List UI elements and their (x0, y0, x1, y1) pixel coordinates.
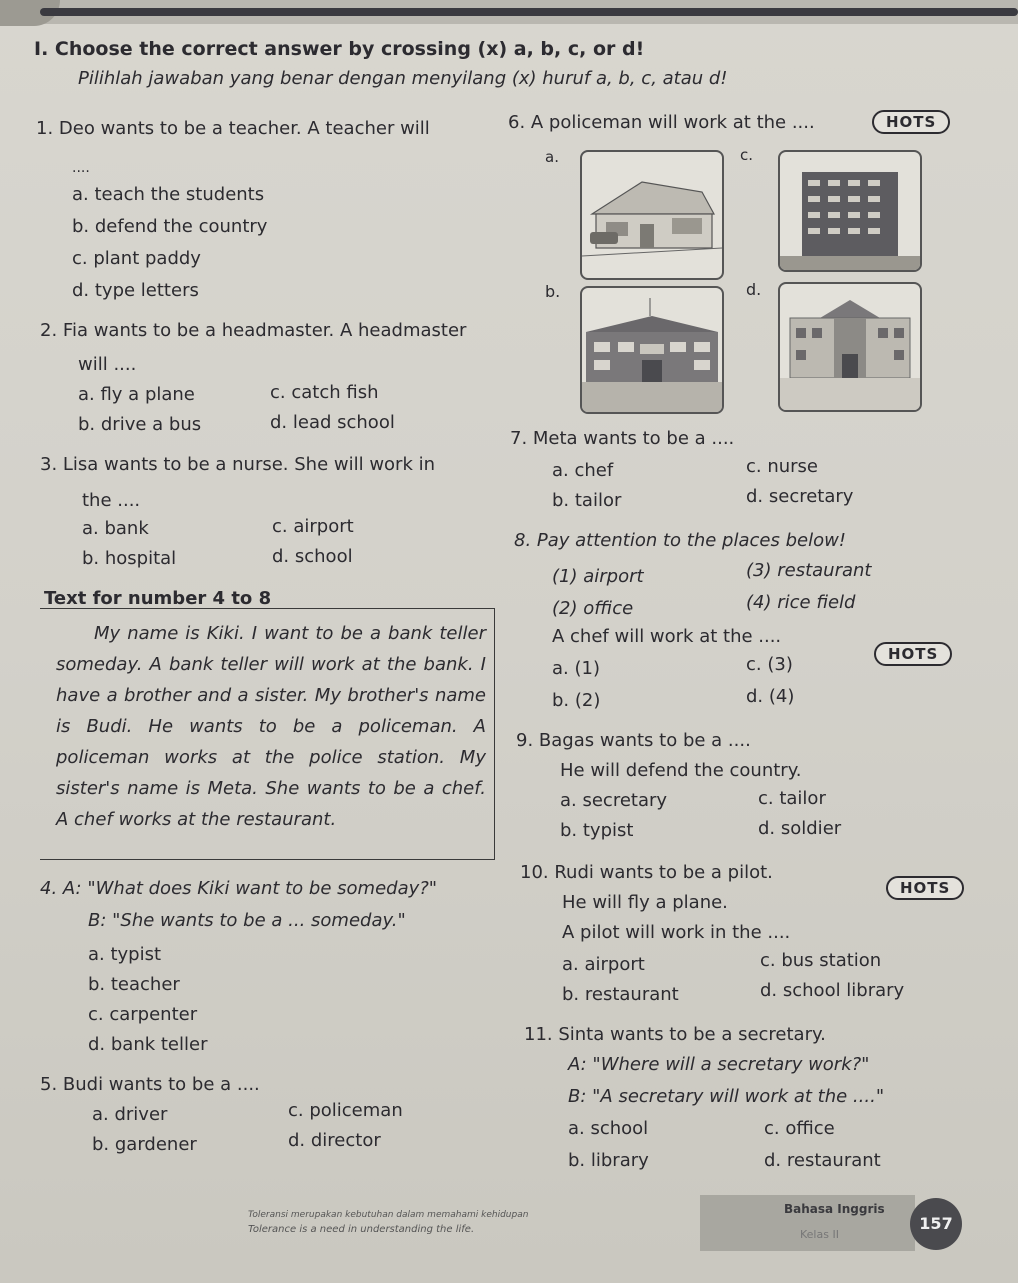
footer-motto-english: Tolerance is a need in understanding the life. (248, 1224, 475, 1235)
q8-place-4: (4) rice field (746, 592, 856, 613)
q3-option-b[interactable]: b. hospital (82, 548, 177, 569)
q3-stem-continued: the .... (82, 490, 141, 511)
q8-stem-continued: A chef will work at the .... (552, 626, 782, 647)
q6-picture-b[interactable] (580, 286, 724, 414)
q6-option-a-label[interactable]: a. (545, 148, 559, 166)
q1-option-a[interactable]: a. teach the students (72, 184, 265, 205)
q1-stem: 1. Deo wants to be a teacher. A teacher will (36, 118, 430, 139)
q1-option-c[interactable]: c. plant paddy (72, 248, 201, 269)
footer-subject: Bahasa Inggris (784, 1202, 885, 1216)
q10-option-a[interactable]: a. airport (562, 954, 645, 975)
q6-option-c-label[interactable]: c. (740, 146, 754, 164)
q2-stem: 2. Fia wants to be a headmaster. A headmaster (40, 320, 467, 341)
q9-option-c[interactable]: c. tailor (758, 788, 826, 809)
q3-option-c[interactable]: c. airport (272, 516, 354, 537)
q2-stem-continued: will .... (78, 354, 137, 375)
house-illustration (582, 152, 722, 278)
q5-option-a[interactable]: a. driver (92, 1104, 168, 1125)
q5-stem: 5. Budi wants to be a .... (40, 1074, 260, 1095)
q1-option-b[interactable]: b. defend the country (72, 216, 268, 237)
q5-option-d[interactable]: d. director (288, 1130, 381, 1151)
q10-stem: 10. Rudi wants to be a pilot. (520, 862, 773, 883)
q7-option-d[interactable]: d. secretary (746, 486, 854, 507)
q8-stem: 8. Pay attention to the places below! (514, 530, 847, 551)
q11-option-a[interactable]: a. school (568, 1118, 649, 1139)
q4-stem: 4. A: "What does Kiki want to be someday?" (40, 878, 438, 899)
q4-stem-continued: B: "She wants to be a ... someday." (88, 910, 406, 931)
q4-option-b[interactable]: b. teacher (88, 974, 180, 995)
q11-option-c[interactable]: c. office (764, 1118, 835, 1139)
q7-option-b[interactable]: b. tailor (552, 490, 622, 511)
q10-stem-question: A pilot will work in the .... (562, 922, 791, 943)
page-number: 157 (910, 1198, 962, 1250)
q5-option-b[interactable]: b. gardener (92, 1134, 197, 1155)
q2-option-b[interactable]: b. drive a bus (78, 414, 202, 435)
q11-option-d[interactable]: d. restaurant (764, 1150, 881, 1171)
q11-dialog-b: B: "A secretary will work at the ...." (568, 1086, 885, 1107)
q4-option-d[interactable]: d. bank teller (88, 1034, 208, 1055)
q9-stem: 9. Bagas wants to be a .... (516, 730, 751, 751)
reading-text: My name is Kiki. I want to be a bank teller someday. A bank teller will work at the bank. I have a brother and a sister. My brother's name is Budi. He wants to be a policeman. A policeman works at the police station. My sister's name is Meta. She wants to be a chef. A chef works at the restaurant. (56, 623, 486, 830)
q9-option-d[interactable]: d. soldier (758, 818, 842, 839)
q9-stem-continued: He will defend the country. (560, 760, 802, 781)
footer-grade: Kelas II (800, 1228, 839, 1241)
q8-place-3: (3) restaurant (746, 560, 872, 581)
building-illustration (780, 284, 920, 410)
q8-place-2: (2) office (552, 598, 634, 619)
q11-option-b[interactable]: b. library (568, 1150, 649, 1171)
q1-stem-continued: .... (72, 160, 90, 176)
q2-option-c[interactable]: c. catch fish (270, 382, 379, 403)
section-subtitle: Pilihlah jawaban yang benar dengan menyilang (x) huruf a, b, c, atau d! (78, 68, 728, 89)
q6-picture-d[interactable] (778, 282, 922, 412)
q2-option-d[interactable]: d. lead school (270, 412, 395, 433)
q8-option-a[interactable]: a. (1) (552, 658, 600, 679)
q8-place-1: (1) airport (552, 566, 644, 587)
police-station-illustration (582, 288, 722, 412)
q6-picture-c[interactable] (778, 150, 922, 272)
q2-option-a[interactable]: a. fly a plane (78, 384, 195, 405)
q4-option-a[interactable]: a. typist (88, 944, 162, 965)
text-title: Text for number 4 to 8 (44, 588, 272, 609)
q6-option-d-label[interactable]: d. (746, 280, 762, 299)
q10-option-d[interactable]: d. school library (760, 980, 905, 1001)
q9-option-b[interactable]: b. typist (560, 820, 634, 841)
hots-badge-q8: HOTS (874, 642, 952, 666)
q10-option-c[interactable]: c. bus station (760, 950, 882, 971)
q6-option-b-label[interactable]: b. (545, 282, 561, 301)
q5-option-c[interactable]: c. policeman (288, 1100, 403, 1121)
q11-dialog-a: A: "Where will a secretary work?" (568, 1054, 870, 1075)
hots-badge-q10: HOTS (886, 876, 964, 900)
q7-option-a[interactable]: a. chef (552, 460, 614, 481)
footer-motto-indonesian: Toleransi merupakan kebutuhan dalam memahami kehidupan (248, 1210, 529, 1220)
q3-option-a[interactable]: a. bank (82, 518, 149, 539)
q7-option-c[interactable]: c. nurse (746, 456, 819, 477)
q11-stem: 11. Sinta wants to be a secretary. (524, 1024, 826, 1045)
hots-badge-q6: HOTS (872, 110, 950, 134)
top-border (0, 0, 1018, 24)
q3-option-d[interactable]: d. school (272, 546, 353, 567)
q4-option-c[interactable]: c. carpenter (88, 1004, 198, 1025)
office-building-illustration (780, 152, 920, 270)
q10-option-b[interactable]: b. restaurant (562, 984, 679, 1005)
q3-stem: 3. Lisa wants to be a nurse. She will work in (40, 454, 436, 475)
q8-option-c[interactable]: c. (3) (746, 654, 793, 675)
q8-option-d[interactable]: d. (4) (746, 686, 795, 707)
q6-stem: 6. A policeman will work at the .... (508, 112, 815, 133)
q9-option-a[interactable]: a. secretary (560, 790, 668, 811)
section-title: I. Choose the correct answer by crossing (x) a, b, c, or d! (34, 38, 645, 60)
q10-stem-continued: He will fly a plane. (562, 892, 728, 913)
q7-stem: 7. Meta wants to be a .... (510, 428, 735, 449)
q6-picture-a[interactable] (580, 150, 724, 280)
q1-option-d[interactable]: d. type letters (72, 280, 199, 301)
q8-option-b[interactable]: b. (2) (552, 690, 601, 711)
